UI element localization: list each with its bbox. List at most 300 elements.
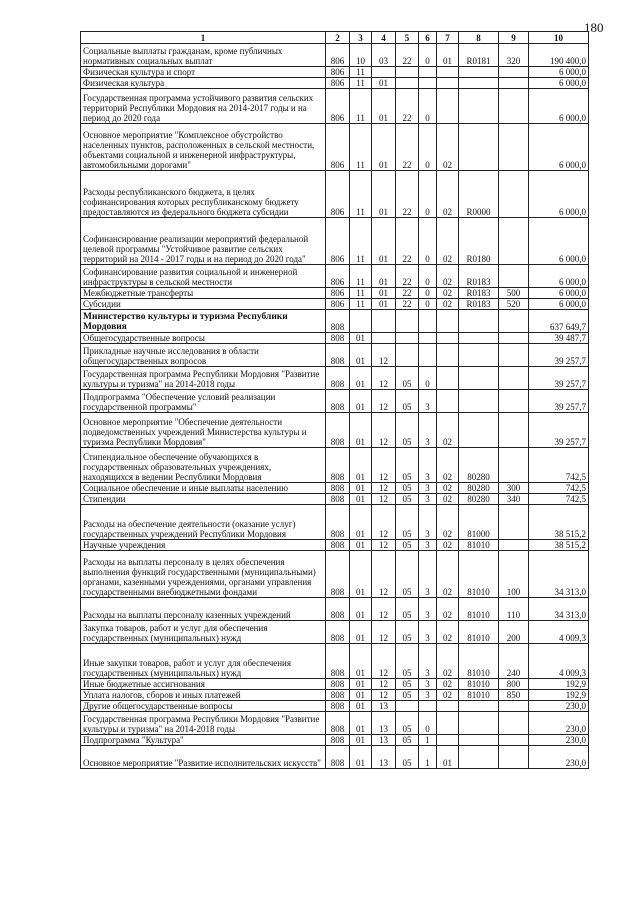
code-cell: 808 — [326, 701, 350, 712]
code-cell — [499, 218, 529, 265]
row-name: Другие общегосударственные вопросы — [81, 701, 326, 712]
table-row — [81, 124, 589, 171]
code-cell: 02 — [437, 265, 459, 288]
code-cell: 02 — [437, 621, 459, 644]
column-header: 6 — [419, 32, 437, 44]
code-cell — [372, 310, 396, 333]
amount-cell: 6 000,0 — [529, 89, 589, 124]
code-cell: 806 — [326, 265, 350, 288]
code-cell: 3 — [419, 621, 437, 644]
code-cell — [437, 89, 459, 124]
code-cell: 0 — [419, 367, 437, 390]
code-cell: 05 — [396, 448, 419, 483]
code-cell: 806 — [326, 299, 350, 310]
code-cell: 01 — [350, 413, 372, 448]
code-cell: 02 — [437, 124, 459, 171]
code-cell — [499, 746, 529, 769]
code-cell: 05 — [396, 712, 419, 735]
code-cell — [499, 367, 529, 390]
code-cell: 3 — [419, 483, 437, 494]
code-cell: 3 — [419, 644, 437, 679]
table-row — [81, 390, 589, 413]
code-cell: 05 — [396, 735, 419, 746]
code-cell: 806 — [326, 124, 350, 171]
amount-cell: 230,0 — [529, 746, 589, 769]
code-cell: 01 — [350, 746, 372, 769]
code-cell: 10 — [350, 44, 372, 67]
code-cell: 01 — [350, 690, 372, 701]
row-name: Государственная программа устойчивого развития сельских территорий Республики Мордовия на 2014-2017 годы и на период до 2020 года — [81, 89, 326, 124]
code-cell — [499, 67, 529, 78]
code-cell: 80280 — [459, 483, 499, 494]
code-cell — [437, 390, 459, 413]
code-cell: 808 — [326, 310, 350, 333]
row-name: Закупка товаров, работ и услуг для обеспечения государственных (муниципальных) нужд — [81, 621, 326, 644]
table-row — [81, 679, 589, 690]
row-name: Социальные выплаты гражданам, кроме публичных нормативных социальных выплат — [81, 44, 326, 67]
amount-cell: 39 257,7 — [529, 390, 589, 413]
table-row — [81, 712, 589, 735]
code-cell: 12 — [372, 344, 396, 367]
code-cell: 808 — [326, 540, 350, 551]
code-cell — [437, 344, 459, 367]
code-cell: 13 — [372, 701, 396, 712]
code-cell: 11 — [350, 288, 372, 299]
code-cell: 808 — [326, 390, 350, 413]
code-cell: R0180 — [459, 218, 499, 265]
row-name: Государственная программа Республики Мордовия "Развитие культуры и туризма" на 2014-2018 годы — [81, 712, 326, 735]
amount-cell: 192,9 — [529, 690, 589, 701]
code-cell: 02 — [437, 551, 459, 598]
amount-cell: 4 009,3 — [529, 621, 589, 644]
code-cell — [459, 701, 499, 712]
code-cell — [459, 413, 499, 448]
code-cell — [419, 310, 437, 333]
code-cell: 05 — [396, 494, 419, 505]
code-cell — [499, 78, 529, 89]
code-cell: R0183 — [459, 299, 499, 310]
code-cell: 12 — [372, 448, 396, 483]
code-cell — [459, 746, 499, 769]
code-cell: 806 — [326, 218, 350, 265]
row-name: Стипендии — [81, 494, 326, 505]
code-cell: 03 — [372, 44, 396, 67]
code-cell: R0183 — [459, 265, 499, 288]
code-cell: 01 — [372, 78, 396, 89]
amount-cell: 230,0 — [529, 712, 589, 735]
column-header: 7 — [437, 32, 459, 44]
code-cell: 81010 — [459, 679, 499, 690]
code-cell: 12 — [372, 390, 396, 413]
code-cell — [396, 67, 419, 78]
code-cell: 22 — [396, 89, 419, 124]
code-cell: 01 — [350, 679, 372, 690]
code-cell: 01 — [350, 712, 372, 735]
code-cell: 01 — [350, 551, 372, 598]
code-cell: 500 — [499, 288, 529, 299]
code-cell: 12 — [372, 505, 396, 540]
amount-cell: 230,0 — [529, 735, 589, 746]
code-cell — [396, 78, 419, 89]
code-cell: 01 — [372, 89, 396, 124]
row-name: Государственная программа Республики Мордовия "Развитие культуры и туризма" на 2014-2018 годы — [81, 367, 326, 390]
column-header: 9 — [499, 32, 529, 44]
code-cell: 808 — [326, 551, 350, 598]
code-cell: 3 — [419, 679, 437, 690]
amount-cell: 6 000,0 — [529, 218, 589, 265]
code-cell: 81000 — [459, 505, 499, 540]
code-cell — [499, 265, 529, 288]
amount-cell: 637 649,7 — [529, 310, 589, 333]
code-cell: 850 — [499, 690, 529, 701]
amount-cell: 742,5 — [529, 448, 589, 483]
table-row — [81, 540, 589, 551]
code-cell — [419, 333, 437, 344]
code-cell: 02 — [437, 505, 459, 540]
code-cell: 22 — [396, 288, 419, 299]
code-cell — [459, 78, 499, 89]
code-cell: 808 — [326, 679, 350, 690]
code-cell: 808 — [326, 690, 350, 701]
code-cell: 01 — [437, 746, 459, 769]
code-cell: 01 — [350, 483, 372, 494]
code-cell: 22 — [396, 265, 419, 288]
row-name: Расходы на выплаты персоналу в целях обеспечения выполнения функций государственными (муниципальными) органами, казенными учреждениями, органами управления государственными внебюджетными фондами — [81, 551, 326, 598]
code-cell: 05 — [396, 367, 419, 390]
code-cell: 05 — [396, 390, 419, 413]
code-cell: 01 — [372, 218, 396, 265]
code-cell: 3 — [419, 598, 437, 621]
code-cell: 12 — [372, 551, 396, 598]
code-cell: 808 — [326, 712, 350, 735]
code-cell — [499, 712, 529, 735]
code-cell: 81010 — [459, 690, 499, 701]
row-name: Социальное обеспечение и иные выплаты населению — [81, 483, 326, 494]
table-row — [81, 44, 589, 67]
code-cell: 806 — [326, 67, 350, 78]
code-cell: 02 — [437, 448, 459, 483]
amount-cell: 39 257,7 — [529, 413, 589, 448]
code-cell: 01 — [350, 448, 372, 483]
code-cell: 01 — [350, 367, 372, 390]
amount-cell: 230,0 — [529, 701, 589, 712]
column-header: 10 — [529, 32, 589, 44]
code-cell: 3 — [419, 505, 437, 540]
code-cell: 0 — [419, 89, 437, 124]
code-cell: 0 — [419, 218, 437, 265]
code-cell — [499, 310, 529, 333]
code-cell: 0 — [419, 299, 437, 310]
code-cell: 808 — [326, 598, 350, 621]
amount-cell: 192,9 — [529, 679, 589, 690]
code-cell: 01 — [350, 540, 372, 551]
code-cell: 240 — [499, 644, 529, 679]
code-cell: 3 — [419, 390, 437, 413]
code-cell: 3 — [419, 551, 437, 598]
code-cell: 01 — [350, 333, 372, 344]
code-cell: 02 — [437, 218, 459, 265]
code-cell: 01 — [350, 644, 372, 679]
code-cell — [372, 333, 396, 344]
table-row — [81, 701, 589, 712]
table-row — [81, 551, 589, 598]
code-cell: 808 — [326, 644, 350, 679]
code-cell — [459, 89, 499, 124]
table-row — [81, 690, 589, 701]
code-cell: 808 — [326, 413, 350, 448]
code-cell: 01 — [350, 621, 372, 644]
code-cell — [499, 413, 529, 448]
row-name: Иные закупки товаров, работ и услуг для обеспечения государственных (муниципальных) нужд — [81, 644, 326, 679]
code-cell: 320 — [499, 44, 529, 67]
row-name: Субсидии — [81, 299, 326, 310]
code-cell: 02 — [437, 483, 459, 494]
code-cell — [459, 67, 499, 78]
code-cell: 200 — [499, 621, 529, 644]
code-cell: 01 — [350, 505, 372, 540]
code-cell — [499, 540, 529, 551]
code-cell — [437, 735, 459, 746]
code-cell: 12 — [372, 413, 396, 448]
code-cell: 808 — [326, 746, 350, 769]
code-cell — [499, 505, 529, 540]
amount-cell: 39 487,7 — [529, 333, 589, 344]
row-name: Научные учреждения — [81, 540, 326, 551]
code-cell: 806 — [326, 44, 350, 67]
code-cell — [459, 735, 499, 746]
code-cell: 100 — [499, 551, 529, 598]
code-cell: 02 — [437, 299, 459, 310]
code-cell: 80280 — [459, 448, 499, 483]
column-header: 8 — [459, 32, 499, 44]
code-cell: 806 — [326, 78, 350, 89]
column-header: 3 — [350, 32, 372, 44]
code-cell: 808 — [326, 448, 350, 483]
amount-cell: 38 515,2 — [529, 540, 589, 551]
amount-cell: 6 000,0 — [529, 265, 589, 288]
page-number: 180 — [584, 20, 604, 35]
code-cell: 01 — [372, 171, 396, 218]
amount-cell: 6 000,0 — [529, 171, 589, 218]
code-cell: 01 — [350, 735, 372, 746]
table-row — [81, 333, 589, 344]
row-name: Расходы республиканского бюджета, в целях софинансирования которых республиканскому бюджету предоставляются из федерального бюджета субсидии — [81, 171, 326, 218]
code-cell: 0 — [419, 712, 437, 735]
amount-cell: 34 313,0 — [529, 598, 589, 621]
table-row — [81, 746, 589, 769]
code-cell — [396, 701, 419, 712]
code-cell: 02 — [437, 494, 459, 505]
amount-cell: 6 000,0 — [529, 124, 589, 171]
code-cell: 3 — [419, 494, 437, 505]
code-cell: 01 — [437, 44, 459, 67]
code-cell: 808 — [326, 505, 350, 540]
code-cell — [499, 171, 529, 218]
code-cell — [437, 78, 459, 89]
column-header: 2 — [326, 32, 350, 44]
code-cell: 12 — [372, 690, 396, 701]
code-cell: 11 — [350, 124, 372, 171]
code-cell: R0183 — [459, 288, 499, 299]
code-cell: 808 — [326, 735, 350, 746]
table-row — [81, 494, 589, 505]
code-cell: 11 — [350, 78, 372, 89]
code-cell: 01 — [372, 299, 396, 310]
code-cell — [419, 67, 437, 78]
code-cell — [499, 390, 529, 413]
code-cell: 02 — [437, 540, 459, 551]
code-cell — [459, 310, 499, 333]
row-name: Подпрограмма "Культура" — [81, 735, 326, 746]
code-cell: 05 — [396, 621, 419, 644]
code-cell: 01 — [372, 265, 396, 288]
code-cell: 02 — [437, 679, 459, 690]
code-cell: 11 — [350, 67, 372, 78]
code-cell: 02 — [437, 690, 459, 701]
code-cell — [419, 78, 437, 89]
table-row — [81, 89, 589, 124]
column-header: 5 — [396, 32, 419, 44]
row-name: Основное мероприятие "Обеспечение деятельности подведомственных учреждений Министерства культуры и туризма Республики Мордовия" — [81, 413, 326, 448]
amount-cell: 742,5 — [529, 494, 589, 505]
column-header: 4 — [372, 32, 396, 44]
code-cell: 01 — [350, 344, 372, 367]
code-cell: 11 — [350, 89, 372, 124]
code-cell: 808 — [326, 367, 350, 390]
table-row — [81, 644, 589, 679]
row-name: Софинансирование реализации мероприятий федеральной целевой программы "Устойчивое развитие сельских территорий на 2014 - 2017 годы и на период до 2020 года" — [81, 218, 326, 265]
code-cell: 05 — [396, 413, 419, 448]
code-cell — [459, 344, 499, 367]
code-cell — [396, 310, 419, 333]
code-cell: 12 — [372, 483, 396, 494]
code-cell — [437, 67, 459, 78]
table-row — [81, 218, 589, 265]
code-cell: 0 — [419, 44, 437, 67]
code-cell — [419, 344, 437, 367]
code-cell: 05 — [396, 505, 419, 540]
code-cell: 12 — [372, 644, 396, 679]
table-row — [81, 505, 589, 540]
code-cell: 800 — [499, 679, 529, 690]
table-row — [81, 413, 589, 448]
amount-cell: 34 313,0 — [529, 551, 589, 598]
code-cell — [350, 310, 372, 333]
table-row — [81, 598, 589, 621]
code-cell: 81010 — [459, 551, 499, 598]
code-cell: 11 — [350, 265, 372, 288]
row-name: Расходы на выплаты персоналу казенных учреждений — [81, 598, 326, 621]
code-cell: 01 — [350, 701, 372, 712]
code-cell — [459, 333, 499, 344]
code-cell: 81010 — [459, 598, 499, 621]
code-cell: 01 — [350, 598, 372, 621]
row-name: Прикладные научные исследования в области общегосударственных вопросов — [81, 344, 326, 367]
code-cell: 22 — [396, 299, 419, 310]
code-cell: 12 — [372, 540, 396, 551]
code-cell: 22 — [396, 124, 419, 171]
code-cell: 02 — [437, 413, 459, 448]
code-cell: 05 — [396, 644, 419, 679]
code-cell: 806 — [326, 288, 350, 299]
code-cell: 05 — [396, 540, 419, 551]
code-cell: 02 — [437, 288, 459, 299]
row-name: Физическая культура — [81, 78, 326, 89]
table-row — [81, 288, 589, 299]
amount-cell: 742,5 — [529, 483, 589, 494]
row-name: Основное мероприятие "Развитие исполнительских искусств" — [81, 746, 326, 769]
code-cell — [499, 124, 529, 171]
amount-cell: 6 000,0 — [529, 78, 589, 89]
code-cell: 81010 — [459, 644, 499, 679]
code-cell: 808 — [326, 344, 350, 367]
code-cell: 3 — [419, 690, 437, 701]
code-cell: 300 — [499, 483, 529, 494]
code-cell: 808 — [326, 483, 350, 494]
code-cell: 808 — [326, 494, 350, 505]
code-cell: 05 — [396, 551, 419, 598]
code-cell: 01 — [350, 390, 372, 413]
code-cell: 05 — [396, 679, 419, 690]
code-cell — [437, 333, 459, 344]
table-row — [81, 171, 589, 218]
amount-cell: 6 000,0 — [529, 288, 589, 299]
code-cell: 0 — [419, 124, 437, 171]
amount-cell: 6 000,0 — [529, 299, 589, 310]
code-cell: 05 — [396, 690, 419, 701]
code-cell: 806 — [326, 171, 350, 218]
code-cell: 80280 — [459, 494, 499, 505]
code-cell: 3 — [419, 540, 437, 551]
table-row — [81, 448, 589, 483]
row-name: Министерство культуры и туризма Республики Мордовия — [81, 310, 326, 333]
code-cell: 02 — [437, 598, 459, 621]
amount-cell: 39 257,7 — [529, 367, 589, 390]
row-name: Физическая культура и спорт — [81, 67, 326, 78]
header-row — [81, 32, 589, 44]
code-cell: 0 — [419, 288, 437, 299]
code-cell: 12 — [372, 367, 396, 390]
code-cell: 01 — [350, 494, 372, 505]
code-cell: 22 — [396, 171, 419, 218]
code-cell — [459, 367, 499, 390]
table-row — [81, 344, 589, 367]
code-cell: 02 — [437, 644, 459, 679]
code-cell: 0 — [419, 265, 437, 288]
code-cell — [499, 333, 529, 344]
table-row — [81, 367, 589, 390]
code-cell — [459, 124, 499, 171]
code-cell: 81010 — [459, 540, 499, 551]
code-cell: 3 — [419, 413, 437, 448]
code-cell: 110 — [499, 598, 529, 621]
table-row — [81, 310, 589, 333]
code-cell: 0 — [419, 171, 437, 218]
code-cell: 22 — [396, 44, 419, 67]
code-cell — [372, 67, 396, 78]
code-cell: 12 — [372, 494, 396, 505]
code-cell: 02 — [437, 171, 459, 218]
code-cell: 11 — [350, 171, 372, 218]
code-cell: 11 — [350, 218, 372, 265]
code-cell — [459, 712, 499, 735]
code-cell — [396, 333, 419, 344]
code-cell: 13 — [372, 746, 396, 769]
table-row — [81, 265, 589, 288]
code-cell: 806 — [326, 89, 350, 124]
code-cell — [499, 89, 529, 124]
code-cell: 12 — [372, 598, 396, 621]
